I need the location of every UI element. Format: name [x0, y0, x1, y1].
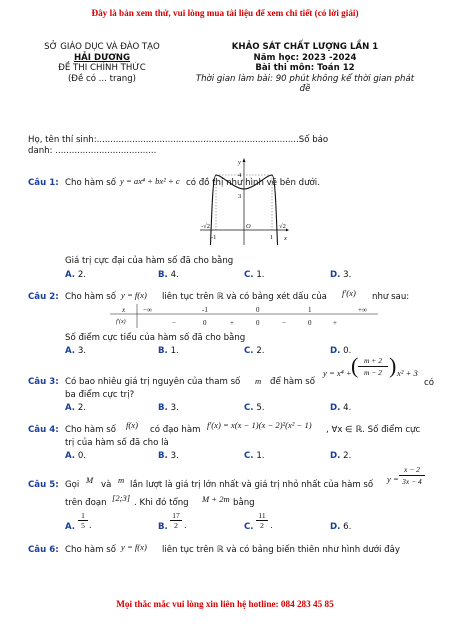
q4-option-b[interactable]: B. 3. — [158, 451, 179, 461]
q4-line2: trị của hàm số đã cho là — [65, 438, 169, 448]
label-y: y — [238, 159, 241, 166]
q5-option-c[interactable]: C. — [244, 522, 254, 532]
sign-1: − — [172, 319, 176, 327]
q6-f1: y = f(x) — [121, 542, 147, 552]
q3-frac-bar — [358, 366, 388, 367]
header-left — [22, 42, 182, 84]
label-origin: O — [246, 223, 251, 230]
time-limit-cont: đề — [299, 84, 311, 94]
q4-option-c[interactable]: C. 1. — [244, 451, 265, 461]
q3-option-b[interactable]: B. 3. — [158, 403, 179, 413]
label-neg1: -1 — [211, 234, 217, 241]
q3-option-a[interactable]: A. 2. — [65, 403, 87, 413]
q2-sign-table — [110, 304, 380, 329]
q5-b-num: 17 — [172, 511, 180, 520]
q4-formula: f′(x) = x(x − 1)(x − 2)²(x² − 1) — [207, 420, 312, 430]
q5-c-dot: . — [270, 521, 273, 531]
q1-formula: y = ax⁴ + bx² + c — [120, 176, 180, 186]
q6-label: Câu 6: — [28, 545, 59, 555]
q3-formula-b: x² + 3 — [397, 368, 418, 378]
q2-option-b[interactable]: B. 1. — [158, 346, 179, 356]
student-id-line: danh: ..................................... — [28, 146, 157, 156]
label-1: 1 — [270, 234, 274, 241]
q4-text-b: có đạo hàm — [150, 425, 201, 435]
q5-a-den: 5 — [81, 521, 85, 530]
zero-1: 0 — [203, 319, 207, 327]
q2-question: Số điểm cực tiểu của hàm số đã cho bằng — [65, 333, 246, 343]
q4-label: Câu 4: — [28, 425, 59, 435]
q5-b-den: 2 — [174, 521, 178, 530]
sign-4: + — [333, 319, 337, 327]
q2-f1: y = f(x) — [121, 290, 147, 300]
table-neginf: −∞ — [143, 306, 152, 314]
q3-line2: ba điểm cực trị? — [65, 390, 135, 400]
q2-text-a: Cho hàm số — [65, 292, 116, 302]
table-fprime: f′(x) — [116, 319, 126, 325]
q5-text-a: Gọi — [65, 480, 80, 490]
q3-frac-den: m − 2 — [364, 368, 382, 377]
q5-a-dot: . — [89, 521, 92, 531]
table-1: 1 — [308, 306, 312, 314]
q2-text-b: liên tục trên ℝ và có bảng xét dấu của — [162, 292, 327, 302]
q2-option-c[interactable]: C. 2. — [244, 346, 265, 356]
q3-text-c: có — [424, 378, 434, 388]
q5-line2-b: . Khi đó tổng — [134, 498, 189, 508]
label-3: 3 — [238, 193, 242, 200]
q3-option-d[interactable]: D. 4. — [330, 403, 352, 413]
header-right — [175, 42, 435, 95]
q5-b-frac — [170, 511, 182, 530]
q1-option-b[interactable]: B. 4. — [158, 270, 179, 280]
q1-text-b: có đồ thị như hình vẽ bên dưới. — [186, 178, 320, 188]
q1-option-c[interactable]: C. 1. — [244, 270, 265, 280]
q4-option-d[interactable]: D. 2. — [330, 451, 352, 461]
q5-text-c: lần lượt là giá trị lớn nhất và giá trị nhỏ nhất của hàm số — [130, 480, 374, 490]
q2-option-a[interactable]: A. 3. — [65, 346, 87, 356]
exam-official: ĐỀ THI CHÍNH THỨC — [58, 63, 146, 73]
sign-2: + — [230, 319, 234, 327]
q5-option-b[interactable]: B. — [158, 522, 168, 532]
q1-option-d[interactable]: D. 3. — [330, 270, 352, 280]
q5-M: M — [86, 475, 94, 485]
table-x: x — [122, 306, 126, 314]
q3-frac-num: m + 2 — [364, 356, 382, 365]
zero-3: 0 — [308, 319, 312, 327]
label-sqrt2: √2 — [279, 223, 286, 230]
q5-a-num: 1 — [81, 511, 85, 520]
label-4: 4 — [238, 172, 242, 179]
q1-label: Câu 1: — [28, 178, 59, 188]
q5-a-frac — [78, 511, 88, 530]
province-name: HẢI DƯƠNG — [73, 52, 131, 63]
q5-text-b: và — [101, 480, 112, 490]
q4-option-a[interactable]: A. 0. — [65, 451, 87, 461]
page-count: (Đề có ... trang) — [67, 73, 137, 84]
q2-text-c: như sau: — [372, 292, 410, 302]
table-0: 0 — [256, 306, 260, 314]
q5-y-eq: y = — [387, 474, 399, 484]
q5-interval: [2;3] — [112, 493, 131, 503]
label-x: x — [284, 235, 287, 242]
q4-text-a: Cho hàm số — [65, 425, 116, 435]
q1-graph — [198, 155, 290, 247]
y-axis-arrow — [243, 158, 246, 162]
q3-text-a: Có bao nhiêu giá trị nguyên của tham số — [65, 377, 241, 387]
q6-text-b: liên tục trên ℝ và có bảng biến thiên như hình dưới đây — [162, 545, 400, 555]
sign-3: − — [282, 319, 286, 327]
q3-label: Câu 3: — [28, 377, 59, 387]
q3-fraction — [356, 356, 390, 377]
q5-fraction — [398, 465, 426, 486]
time-limit: Thời gian làm bài: 90 phút không kể thời gian phát — [195, 73, 415, 84]
label-neg-sqrt2: -√2 — [201, 223, 210, 230]
q3-m: m — [255, 376, 262, 386]
q2-option-d[interactable]: D. 0. — [330, 346, 352, 356]
q4-fx: f(x) — [126, 420, 138, 430]
q6-text-a: Cho hàm số — [65, 545, 116, 555]
q5-line2-c: bằng — [233, 498, 255, 508]
q5-frac-den: 3x − 4 — [402, 477, 422, 486]
q5-c-frac — [256, 511, 268, 530]
q3-paren-right: ) — [389, 353, 397, 378]
q5-c-num: 11 — [258, 511, 266, 520]
subject: Bài thi môn: Toán 12 — [255, 63, 355, 73]
school-year: Năm học: 2023 -2024 — [253, 52, 357, 63]
q3-paren-left: ( — [351, 353, 359, 378]
q5-frac-bar — [399, 475, 425, 476]
student-name-line: Họ, tên thí sinh:..........................................................................Số báo — [28, 135, 329, 145]
q5-sum: M + 2m — [202, 494, 230, 504]
q5-frac-num: x − 2 — [404, 465, 420, 474]
top-banner: Đây là bản xem thử, vui lòng mua tài liệu để xem chi tiết (có lời giải) — [91, 8, 359, 18]
bottom-banner: Mọi thắc mắc vui lòng xin liên hệ hotline: 084 283 45 85 — [116, 599, 334, 609]
q5-m: m — [118, 475, 125, 485]
q2-f2: f′(x) — [342, 288, 356, 298]
exam-title: KHẢO SÁT CHẤT LƯỢNG LẦN 1 — [231, 42, 379, 52]
q4-text-c: , ∀x ∈ ℝ. Số điểm cực — [326, 425, 421, 435]
dept-name: SỞ GIÁO DỤC VÀ ĐÀO TẠO — [44, 42, 160, 52]
q3-text-b: để hàm số — [270, 377, 316, 387]
q3-option-c[interactable]: C. 5. — [244, 403, 265, 413]
q1-question: Giá trị cực đại của hàm số đã cho bằng — [65, 256, 234, 266]
x-axis-arrow — [286, 229, 289, 232]
q5-b-dot: . — [184, 521, 187, 531]
q1-text-a: Cho hàm số — [65, 178, 116, 188]
q5-line2-a: trên đoạn — [65, 498, 107, 508]
zero-2: 0 — [256, 319, 260, 327]
q2-label: Câu 2: — [28, 292, 59, 302]
q5-c-den: 2 — [260, 521, 264, 530]
q5-label: Câu 5: — [28, 480, 59, 490]
q1-option-a[interactable]: A. 2. — [65, 270, 87, 280]
table-neg1: -1 — [202, 306, 208, 314]
table-posinf: +∞ — [358, 306, 367, 314]
q5-option-a[interactable]: A. — [65, 522, 76, 532]
q3-formula-a: y = x⁴ + — [323, 368, 352, 378]
q5-option-d[interactable]: D. 6. — [330, 522, 352, 532]
